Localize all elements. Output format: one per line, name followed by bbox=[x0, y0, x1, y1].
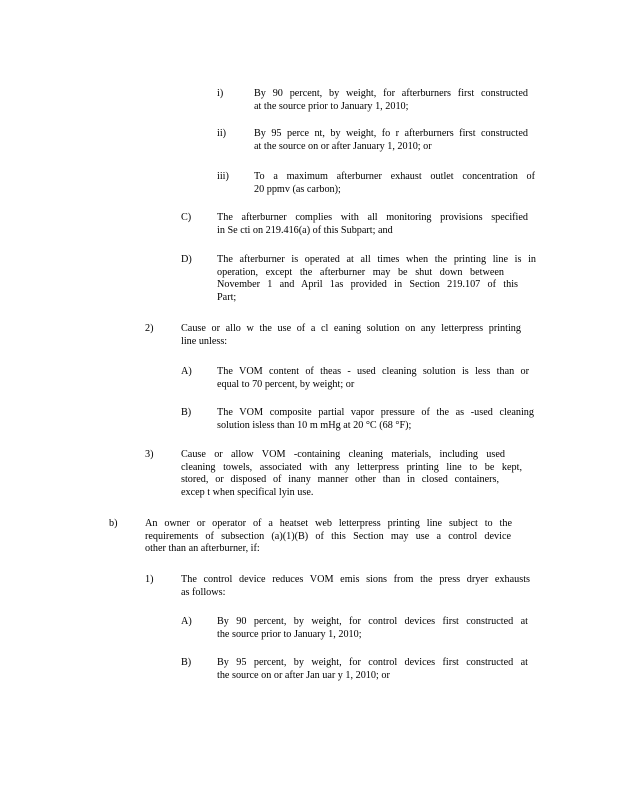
text-line: The control device reduces VOM emis sions from the press dryer exhausts bbox=[181, 574, 530, 585]
text-line: equal to 70 percent, by weight; or bbox=[217, 378, 355, 390]
item-text-C bbox=[217, 212, 528, 237]
item-text-ii bbox=[254, 128, 528, 153]
item-text-i bbox=[254, 88, 528, 113]
item-text-2B bbox=[217, 407, 534, 432]
text-line: as follows: bbox=[181, 586, 226, 598]
text-line: requirements of subsection (a)(1)(B) of this Section may use a control device bbox=[145, 530, 511, 542]
item-label-D: D) bbox=[181, 254, 192, 265]
item-text-b1A bbox=[217, 616, 528, 641]
text-line: By 95 perce nt, by weight, fo r afterburners first constructed bbox=[254, 128, 528, 139]
item-label-C: C) bbox=[181, 212, 192, 223]
text-line: 20 ppmv (as carbon); bbox=[254, 183, 341, 195]
text-line: cleaning towels, associated with any letterpress printing line to be kept, bbox=[181, 461, 522, 473]
text-line: By 95 percent, by weight, for control devices first constructed at bbox=[217, 657, 528, 668]
text-line: By 90 percent, by weight, for control devices first constructed at bbox=[217, 616, 528, 627]
item-text-2 bbox=[181, 323, 521, 348]
text-line: in Se cti on 219.416(a) of this Subpart; and bbox=[217, 224, 393, 236]
text-line: other than an afterburner, if: bbox=[145, 543, 260, 555]
item-label-2: 2) bbox=[145, 323, 154, 334]
item-label-2A: A) bbox=[181, 366, 192, 377]
text-line: The afterburner complies with all monitoring provisions specified bbox=[217, 212, 528, 223]
item-text-iii bbox=[254, 171, 535, 196]
text-line: The VOM content of theas - used cleaning solution is less than or bbox=[217, 366, 529, 377]
text-line: By 90 percent, by weight, for afterburners first constructed bbox=[254, 88, 528, 99]
item-label-b1A: A) bbox=[181, 616, 192, 627]
text-line: To a maximum afterburner exhaust outlet concentration of bbox=[254, 171, 535, 182]
text-line: November 1 and April 1as provided in Section 219.107 of this bbox=[217, 279, 518, 291]
item-text-2A bbox=[217, 366, 529, 391]
text-line: The VOM composite partial vapor pressure of the as -used cleaning bbox=[217, 407, 534, 418]
text-line: excep t when specifical lyin use. bbox=[181, 486, 314, 498]
item-label-ii: ii) bbox=[217, 128, 227, 139]
item-label-b: b) bbox=[109, 518, 118, 529]
text-line: Cause or allow VOM -containing cleaning materials, including used bbox=[181, 449, 505, 460]
text-line: line unless: bbox=[181, 335, 228, 347]
item-label-b1B: B) bbox=[181, 657, 192, 668]
text-line: An owner or operator of a heatset web letterpress printing line subject to the bbox=[145, 518, 512, 529]
item-label-b1: 1) bbox=[145, 574, 154, 585]
item-label-iii: iii) bbox=[217, 171, 229, 182]
item-text-b1 bbox=[181, 574, 530, 599]
text-line: the source on or after Jan uar y 1, 2010; or bbox=[217, 669, 390, 681]
item-label-i: i) bbox=[217, 88, 224, 99]
text-line: at the source on or after January 1, 2010; or bbox=[254, 140, 432, 152]
text-line: stored, or disposed of inany manner other than in closed containers, bbox=[181, 474, 499, 486]
item-label-2B: B) bbox=[181, 407, 192, 418]
text-line: Cause or allo w the use of a cl eaning solution on any letterpress printing bbox=[181, 323, 521, 334]
text-line: The afterburner is operated at all times when the printing line is in bbox=[217, 254, 536, 265]
item-text-b bbox=[145, 518, 512, 556]
text-line: solution isless than 10 m mHg at 20 °C (68 °F); bbox=[217, 419, 412, 431]
text-line: Part; bbox=[217, 291, 237, 303]
text-line: the source prior to January 1, 2010; bbox=[217, 628, 362, 640]
item-text-3 bbox=[181, 449, 522, 499]
item-text-b1B bbox=[217, 657, 528, 682]
text-line: at the source prior to January 1, 2010; bbox=[254, 100, 409, 112]
text-line: operation, except the afterburner may be shut down between bbox=[217, 266, 504, 278]
item-text-D bbox=[217, 254, 536, 304]
item-label-3: 3) bbox=[145, 449, 154, 460]
